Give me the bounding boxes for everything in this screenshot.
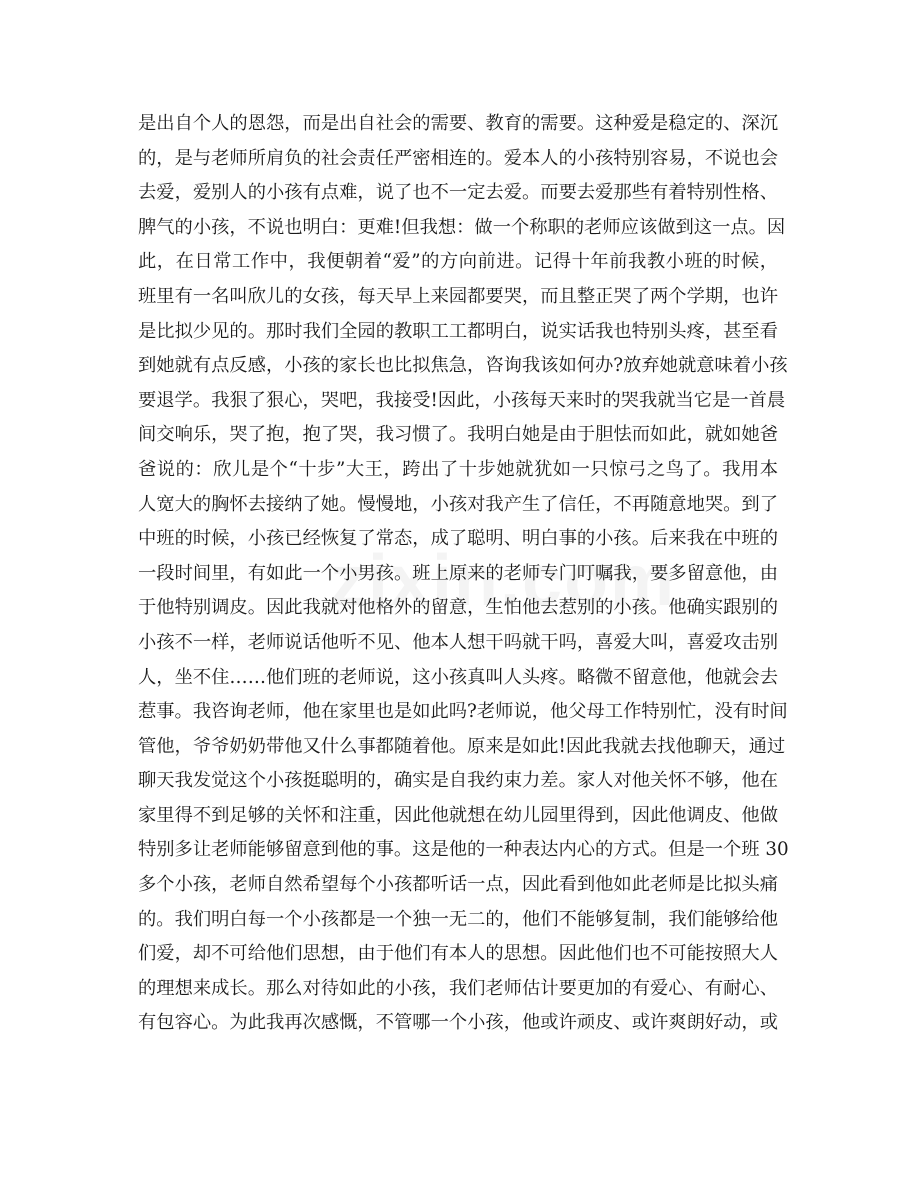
- text-line: 特别多让老师能够留意到他的事。这是他的一种表达内心的方式。但是一个班 30: [138, 839, 789, 861]
- text-line: 的理想来成长。那么对待如此的小孩，我们老师估计要更加的有爱心、有耐心、: [138, 977, 778, 999]
- text-line: 去爱，爱别人的小孩有点难，说了也不一定去爱。而要去爱那些有着特别性格、: [138, 182, 778, 204]
- text-line: 于他特别调皮。因此我就对他格外的留意，生怕他去惹别的小孩。他确实跟别的: [138, 597, 778, 619]
- text-line: 人，坐不住……他们班的老师说，这小孩真叫人头疼。略微不留意他，他就会去: [138, 666, 778, 688]
- body-text: [138, 107, 789, 1041]
- text-line: 爸说的：欣儿是个“十步”大王，跨出了十步她就犹如一只惊弓之鸟了。我用本: [138, 458, 778, 480]
- text-line: 家里得不到足够的关怀和注重，因此他就想在幼儿园里得到，因此他调皮、他做: [138, 804, 778, 826]
- text-line: 的。我们明白每一个小孩都是一个独一无二的，他们不能够复制，我们能够给他: [138, 908, 778, 930]
- text-line: 人宽大的胸怀去接纳了她。慢慢地，小孩对我产生了信任，不再随意地哭。到了: [138, 493, 778, 515]
- text-line: 中班的时候，小孩已经恢复了常态，成了聪明、明白事的小孩。后来我在中班的: [138, 528, 778, 550]
- text-line: 小孩不一样，老师说话他听不见、他本人想干吗就干吗，喜爱大叫，喜爱攻击别: [138, 631, 778, 653]
- text-line: 们爱，却不可给他们思想，由于他们有本人的思想。因此他们也不可能按照大人: [138, 943, 778, 965]
- text-line: 是比拟少见的。那时我们全园的教职工工都明白，说实话我也特别头疼，甚至看: [138, 320, 778, 342]
- text-line: 一段时间里，有如此一个小男孩。班上原来的老师专门叮嘱我，要多留意他，由: [138, 562, 778, 584]
- text-line: 间交响乐，哭了抱，抱了哭，我习惯了。我明白她是由于胆怯而如此，就如她爸: [138, 424, 778, 446]
- text-line: 多个小孩，老师自然希望每个小孩都听话一点，因此看到他如此老师是比拟头痛: [138, 874, 778, 896]
- text-line: 要退学。我狠了狠心，哭吧，我接受!因此，小孩每天来时的哭我就当它是一首晨: [138, 389, 786, 411]
- text-line: 聊天我发觉这个小孩挺聪明的，确实是自我约束力差。家人对他关怀不够，他在: [138, 770, 778, 792]
- text-line: 有包容心。为此我再次感慨，不管哪一个小孩，他或许顽皮、或许爽朗好动，或: [138, 1012, 778, 1034]
- text-line: 到她就有点反感，小孩的家长也比拟焦急，咨询我该如何办?放弃她就意味着小孩: [138, 355, 788, 377]
- text-line: 管他，爷爷奶奶带他又什么事都随着他。原来是如此!因此我就去找他聊天，通过: [138, 735, 786, 757]
- text-line: 是出自个人的恩怨，而是出自社会的需要、教育的需要。这种爱是稳定的、深沉: [138, 113, 778, 134]
- text-line: 的，是与老师所肩负的社会责任严密相连的。爱本人的小孩特别容易，不说也会: [138, 147, 778, 169]
- text-line: 班里有一名叫欣儿的女孩，每天早上来园都要哭，而且整正哭了两个学期，也许: [138, 285, 778, 307]
- text-line: 此，在日常工作中，我便朝着“爱”的方向前进。记得十年前我教小班的时候，: [138, 251, 778, 273]
- text-line: 惹事。我咨询老师，他在家里也是如此吗?老师说，他父母工作特别忙，没有时间: [138, 701, 788, 723]
- text-line: 脾气的小孩，不说也明白：更难!但我想：做一个称职的老师应该做到这一点。因: [138, 216, 786, 238]
